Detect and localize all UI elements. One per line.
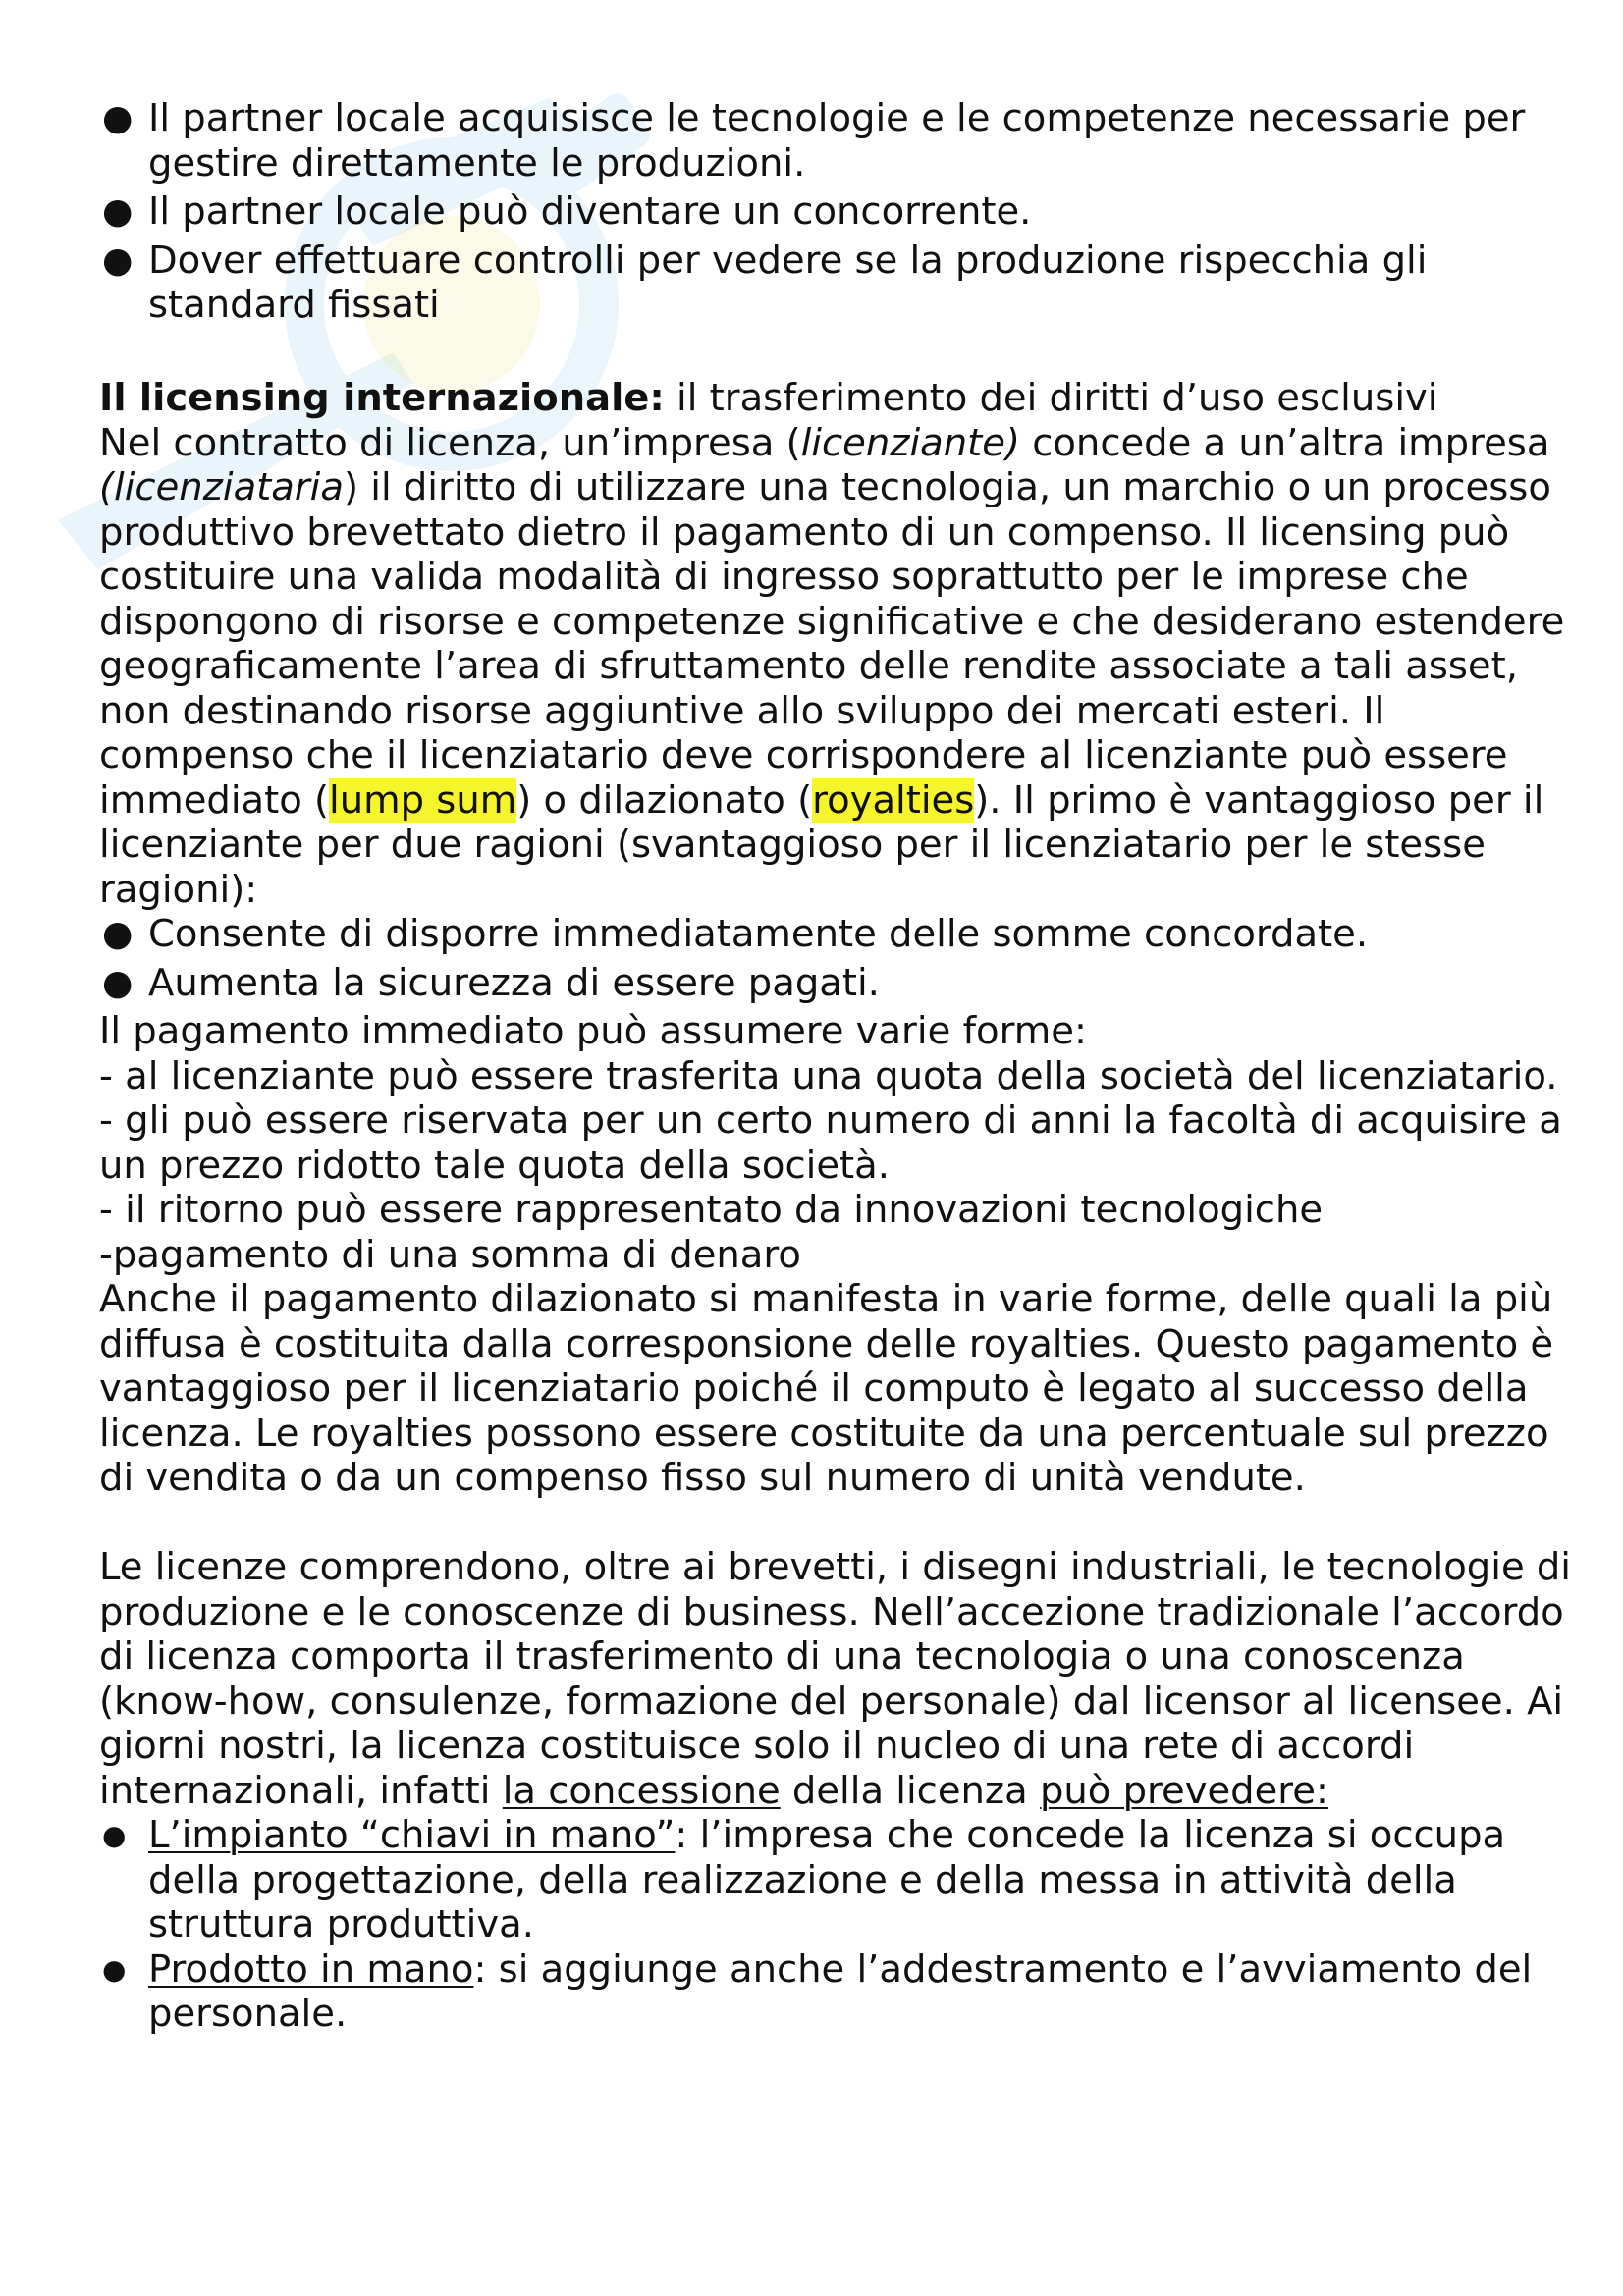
section-heading: Il licensing internazionale:: [99, 376, 665, 420]
licensing-paragraph: Nel contratto di licenza, un’impresa (licenziante) concede a un’altra impresa (licenziataria) il diritto di utilizzare una tecnologia, un marchio o un processo produttivo brevettato dietro il pagamento di un compenso. Il licensing può costituire una valida modalità di ingresso soprattutto per le imprese che dispongono di risorse e competenze significative e che desiderano estendere geograficamente l’area di sfruttamento delle rendite associate a tali asset, non destinando risorse aggiuntive allo sviluppo dei mercati esteri. Il compenso che il licenziatario deve corrispondere al licenziante può essere immediato (lump sum) o dilazionato (royalties). Il primo è vantaggioso per il licenziante per due ragioni (svantaggioso per il licenziatario per le stesse ragioni):: [99, 420, 1565, 912]
underlined-term: L’impianto “chiavi in mano”: [148, 1813, 676, 1857]
list-item: ● Dover effettuare controlli per vedere se la produzione rispecchia gli standard fissati: [102, 238, 1428, 327]
licenze-bullet-list: [99, 1813, 1572, 2037]
list-item: ● Il partner locale può diventare un concorrente.: [102, 189, 1032, 234]
immediate-form: - al licenziante può essere trasferita una quota della società del licenziatario.: [99, 1053, 1558, 1098]
immediate-form: - il ritorno può essere rappresentato da innovazioni tecnologiche: [99, 1188, 1324, 1232]
immediate-intro: Il pagamento immediato può assumere varie forme:: [99, 1009, 1087, 1053]
bullet-icon: ●: [102, 962, 134, 1003]
highlight-royalties: royalties: [812, 777, 975, 823]
bullet-icon: ●: [102, 98, 134, 138]
underlined-text: può prevedere:: [1039, 1768, 1328, 1813]
underlined-term: Prodotto in mano: [148, 1947, 474, 1992]
bullet-icon: ●: [102, 914, 134, 954]
bullet-icon: ●: [102, 1819, 127, 1851]
bullet-icon: ●: [102, 191, 134, 232]
immediate-form: - gli può essere riservata per un certo numero di anni la facoltà di acquisire a un prezzo ridotto tale quota della società.: [99, 1098, 1562, 1188]
list-item: ● L’impianto “chiavi in mano”: l’impresa che concede la licenza si occupa della progettazione, della realizzazione e della messa in attività della struttura produttiva.: [102, 1813, 1506, 1947]
list-item: ● Prodotto in mano: si aggiunge anche l’addestramento e l’avviamento del personale.: [102, 1947, 1533, 2036]
bullet-icon: ●: [102, 1952, 127, 1986]
highlight-lump-sum: lump sum: [329, 777, 517, 823]
deferred-paragraph: Anche il pagamento dilazionato si manifesta in varie forme, delle quali la più diffusa è costituita dalla corresponsione delle royalties. Questo pagamento è vantaggioso per il licenziatario poiché il computo è legato al successo della licenza. Le royalties possono essere costituite da una percentuale sul prezzo di vendita o da un compenso fisso sul numero di unità vendute.: [99, 1277, 1554, 1500]
intro-bullet-list: [99, 96, 1572, 328]
list-item: ● Consente di disporre immediatamente delle somme concordate.: [102, 912, 1369, 956]
bullet-icon: ●: [102, 240, 134, 281]
reasons-bullet-list: [99, 912, 1572, 1005]
document-page: [99, 96, 1572, 2037]
licensing-heading-line: Il licensing internazionale: il trasferimento dei diritti d’uso esclusivi: [99, 376, 1438, 420]
list-item: ● Aumenta la sicurezza di essere pagati.: [102, 960, 880, 1005]
licenze-paragraph: Le licenze comprendono, oltre ai brevetti, i disegni industriali, le tecnologie di produzione e le conoscenze di business. Nell’accezione tradizionale l’accordo di licenza comporta il trasferimento di una tecnologia o una conoscenza (know-how, consulenze, formazione del personale) dal licensor al licensee. Ai giorni nostri, la licenza costituisce solo il nucleo di una rete di accordi internazionali, infatti la concessione della licenza può prevedere:: [99, 1545, 1571, 1813]
list-item: ● Il partner locale acquisisce le tecnologie e le competenze necessarie per gestire direttamente le produzioni.: [102, 96, 1526, 186]
immediate-form: -pagamento di una somma di denaro: [99, 1232, 801, 1277]
underlined-text: la concessione: [502, 1768, 781, 1813]
